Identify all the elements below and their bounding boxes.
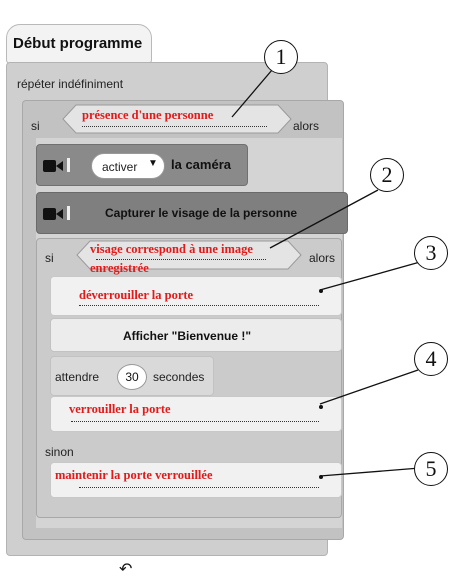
- condition-face-match-line2: enregistrée: [90, 261, 149, 275]
- marker-1: 1: [264, 40, 298, 74]
- marker-2: 2: [370, 158, 404, 192]
- marker-2-pointer: [270, 190, 378, 248]
- chevron-down-icon: ▼: [148, 158, 158, 169]
- loop-arrow-icon: ↶: [119, 561, 133, 578]
- camera-label: la caméra: [171, 157, 231, 172]
- capture-face-label: Capturer le visage de la personne: [105, 206, 298, 220]
- then-keyword: alors: [309, 251, 336, 265]
- condition-face-match-line1: visage correspond à une image: [90, 242, 253, 256]
- wait-suffix-label: secondes: [153, 370, 205, 384]
- lock-door-label: verrouiller la porte: [69, 402, 171, 416]
- wait-seconds-value: 30: [125, 370, 139, 384]
- marker-3: 3: [414, 236, 448, 270]
- start-program-label: Début programme: [13, 35, 143, 52]
- marker-4-pointer: [320, 370, 418, 404]
- unlock-door-label: déverrouiller la porte: [79, 288, 194, 302]
- else-keyword: sinon: [45, 445, 74, 459]
- forever-label: répéter indéfiniment: [17, 77, 124, 91]
- marker-4: 4: [414, 342, 448, 376]
- marker-3-pointer: [320, 262, 420, 290]
- camera-mode-value: activer: [102, 160, 138, 174]
- marker-5-pointer: [320, 468, 420, 476]
- show-message-label: Afficher "Bienvenue !": [123, 329, 252, 343]
- marker-5: 5: [414, 452, 448, 486]
- marker-1-pointer: [232, 70, 272, 117]
- if-keyword: si: [45, 251, 54, 265]
- if-keyword: si: [31, 119, 40, 133]
- condition-presence-text: présence d'une personne: [82, 108, 214, 122]
- keep-locked-label: maintenir la porte verrouillée: [55, 468, 213, 482]
- wait-prefix-label: attendre: [55, 370, 100, 384]
- then-keyword: alors: [293, 119, 320, 133]
